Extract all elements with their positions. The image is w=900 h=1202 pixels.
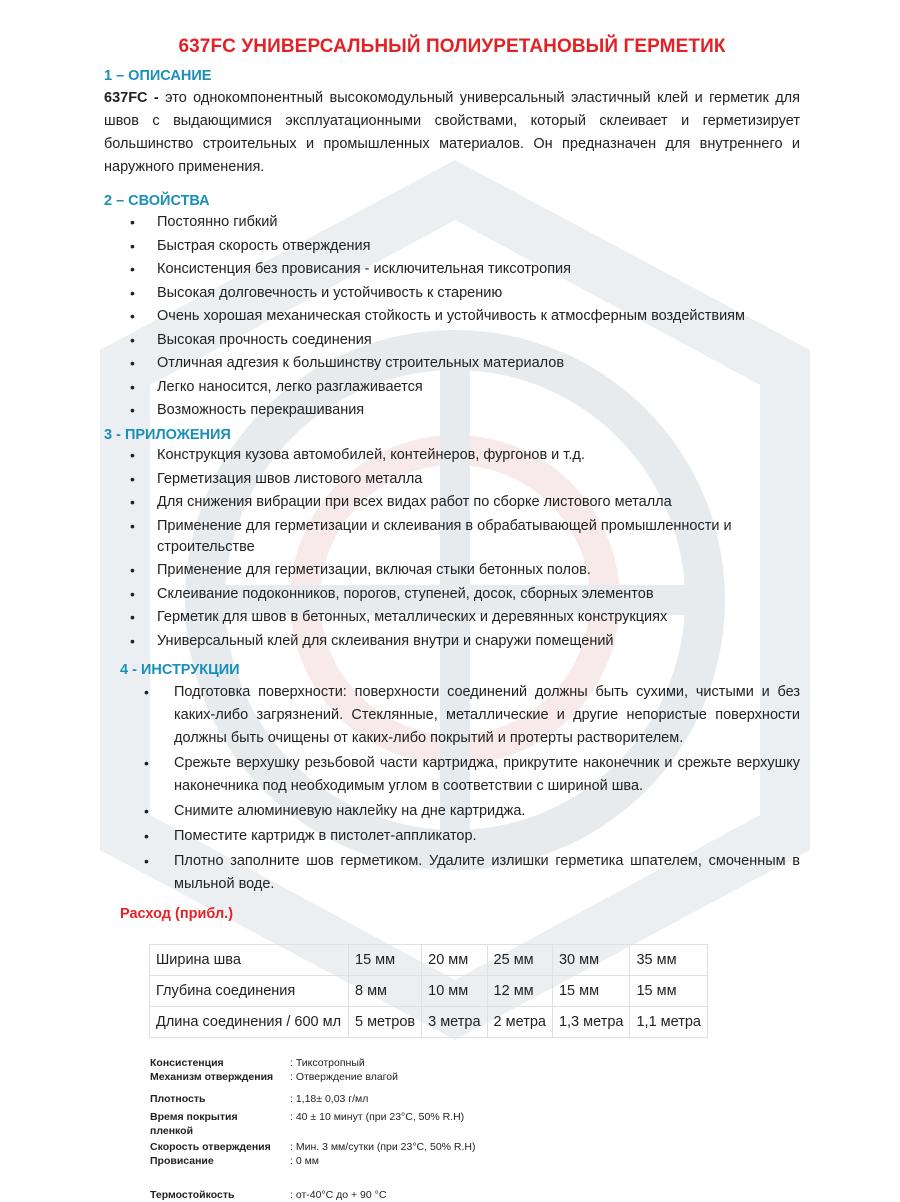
list-item: • Возможность перекрашивания	[104, 400, 800, 421]
list-item: • Консистенция без провисания - исключительная тиксотропия	[104, 259, 800, 280]
description-body: это однокомпонентный высокомодульный универсальный эластичный клей и герметик для швов с выдающимися эксплуатационными свойствами, который склеивает и герметизирует большинство строительных и промышленных материалов. Он предназначен для внутреннего и наружного применения.	[104, 90, 800, 175]
list-item: • Отличная адгезия к большинству строительных материалов	[104, 353, 800, 374]
spec-label: Механизм отверждения	[150, 1070, 274, 1083]
bullet-icon: •	[130, 470, 135, 487]
list-item: • Быстрая скорость отверждения	[104, 236, 800, 257]
bullet-icon: •	[144, 683, 149, 700]
spec-value: : 40 ± 10 минут (при 23°C, 50% R.H)	[290, 1110, 465, 1123]
applications-list	[104, 445, 800, 652]
bullet-icon: •	[130, 585, 135, 602]
list-item: • Очень хорошая механическая стойкость и устойчивость к атмосферным воздействиям	[104, 306, 800, 327]
table-row	[150, 944, 708, 975]
properties-section	[104, 193, 800, 421]
spec-value: : Тиксотропный	[290, 1056, 365, 1069]
list-item: • Универсальный клей для склеивания внутри и снаружи помещений	[104, 631, 800, 652]
list-item: • Конструкция кузова автомобилей, контейнеров, фургонов и т.д.	[104, 445, 800, 466]
table-cell: 10 мм	[422, 975, 487, 1006]
spec-row	[150, 1140, 800, 1154]
consumption-title: Расход (прибл.)	[120, 905, 234, 922]
spec-label: Плотность	[150, 1092, 206, 1105]
table-cell: 35 мм	[630, 944, 708, 975]
list-item: • Поместите картридж в пистолет-аппликатор.	[104, 825, 800, 848]
bullet-icon: •	[130, 494, 135, 510]
table-cell: 12 мм	[487, 975, 552, 1006]
table-cell: 15 мм	[552, 975, 630, 1006]
list-item: • Снимите алюминиевую наклейку на дне картриджа.	[104, 800, 800, 823]
instructions-section	[104, 662, 800, 896]
bullet-icon: •	[130, 632, 135, 649]
spec-value: : от-40°C до + 90 °C	[290, 1188, 387, 1201]
bullet-icon: •	[130, 609, 135, 625]
table-cell: 25 мм	[487, 944, 552, 975]
bullet-icon: •	[130, 378, 135, 395]
list-item: • Герметизация швов листового металла	[104, 469, 800, 490]
table-cell: 3 метра	[422, 1006, 487, 1037]
consumption-table	[149, 944, 708, 1038]
spec-value: : Мин. 3 мм/сутки (при 23°C, 50% R.H)	[290, 1140, 476, 1153]
list-item: • Применение для герметизации и склеивания в обрабатывающей промышленности и строительстве	[130, 517, 732, 555]
bullet-icon: •	[130, 331, 135, 348]
spec-label: Скорость отверждения	[150, 1140, 271, 1153]
spec-label: Термостойкость	[150, 1188, 235, 1201]
spec-label: Провисание	[150, 1154, 214, 1167]
list-item: • Плотно заполните шов герметиком. Удалите излишки герметика шпателем, смоченным в мыльной воде.	[104, 850, 800, 896]
spec-value: : 0 мм	[290, 1154, 320, 1167]
spec-label: Время покрытия пленкой	[150, 1110, 238, 1137]
table-cell: 15 мм	[630, 975, 708, 1006]
bullet-icon: •	[130, 447, 135, 463]
table-cell: Ширина шва	[150, 944, 349, 975]
description-text	[104, 87, 800, 179]
table-row	[150, 975, 708, 1006]
table-cell: 30 мм	[552, 944, 630, 975]
document-title: 637FC УНИВЕРСАЛЬНЫЙ ПОЛИУРЕТАНОВЫЙ ГЕРМЕТИК	[178, 36, 726, 57]
table-cell: 1,1 метра	[630, 1006, 708, 1037]
bullet-icon: •	[130, 284, 135, 301]
spec-label: Консистенция	[150, 1056, 224, 1069]
instructions-list	[104, 681, 800, 896]
table-cell: 5 метров	[349, 1006, 422, 1037]
spec-value: : Отверждение влагой	[290, 1070, 398, 1083]
list-item: • Высокая прочность соединения	[104, 330, 800, 351]
list-item: • Применение для герметизации, включая стыки бетонных полов.	[104, 560, 800, 581]
bullet-icon: •	[130, 214, 135, 230]
bullet-icon: •	[130, 562, 135, 578]
spec-row	[150, 1070, 800, 1084]
bullet-icon: •	[130, 355, 135, 371]
list-item: • Срежьте верхушку резьбовой части картриджа, прикрутите наконечник и срежьте верхушку наконечника под необходимым углом в соответствии с шириной шва.	[104, 752, 800, 798]
bullet-icon: •	[144, 852, 149, 869]
spec-row	[150, 1092, 800, 1106]
list-item: • Легко наносится, легко разглаживается	[104, 377, 800, 398]
product-code: 637FC -	[104, 90, 159, 106]
list-item: • Подготовка поверхности: поверхности соединений должны быть сухими, чистыми и без каких-либо загрязнений. Стеклянные, металлические и другие непористые поверхности должны быть очищены от каких-либо покрытий и протерты растворителем.	[104, 681, 800, 750]
spec-row	[150, 1188, 800, 1202]
table-cell: 20 мм	[422, 944, 487, 975]
applications-heading: 3 - ПРИЛОЖЕНИЯ	[104, 427, 231, 443]
list-item: • Герметик для швов в бетонных, металлических и деревянных конструкциях	[104, 607, 800, 628]
bullet-icon: •	[144, 802, 149, 819]
list-item: • Высокая долговечность и устойчивость к старению	[104, 283, 800, 304]
table-cell: 2 метра	[487, 1006, 552, 1037]
bullet-icon: •	[130, 261, 135, 277]
table-cell: 8 мм	[349, 975, 422, 1006]
spec-value: : 1,18± 0,03 г/мл	[290, 1092, 369, 1105]
properties-list	[104, 212, 800, 421]
instructions-heading: 4 - ИНСТРУКЦИИ	[120, 661, 240, 678]
table-cell: Длина соединения / 600 мл	[150, 1006, 349, 1037]
bullet-icon: •	[144, 827, 149, 844]
bullet-icon: •	[130, 308, 135, 324]
specs-list	[150, 1056, 800, 1202]
table-cell: 1,3 метра	[552, 1006, 630, 1037]
description-heading: 1 – ОПИСАНИЕ	[104, 68, 212, 84]
list-item: • Постоянно гибкий	[104, 212, 800, 233]
spec-row	[150, 1056, 800, 1070]
bullet-icon: •	[130, 517, 135, 534]
spec-row	[150, 1154, 800, 1168]
spec-row	[150, 1110, 800, 1138]
table-cell: Глубина соединения	[150, 975, 349, 1006]
list-item: • Склеивание подоконников, порогов, ступеней, досок, сборных элементов	[104, 584, 800, 605]
properties-heading: 2 – СВОЙСТВА	[104, 193, 210, 209]
applications-section	[104, 427, 800, 652]
list-item: • Для снижения вибрации при всех видах работ по сборке листового металла	[104, 492, 800, 513]
bullet-icon: •	[130, 237, 135, 254]
bullet-icon: •	[130, 402, 135, 418]
table-row	[150, 1006, 708, 1037]
table-cell: 15 мм	[349, 944, 422, 975]
description-section	[104, 68, 800, 179]
bullet-icon: •	[144, 754, 149, 771]
